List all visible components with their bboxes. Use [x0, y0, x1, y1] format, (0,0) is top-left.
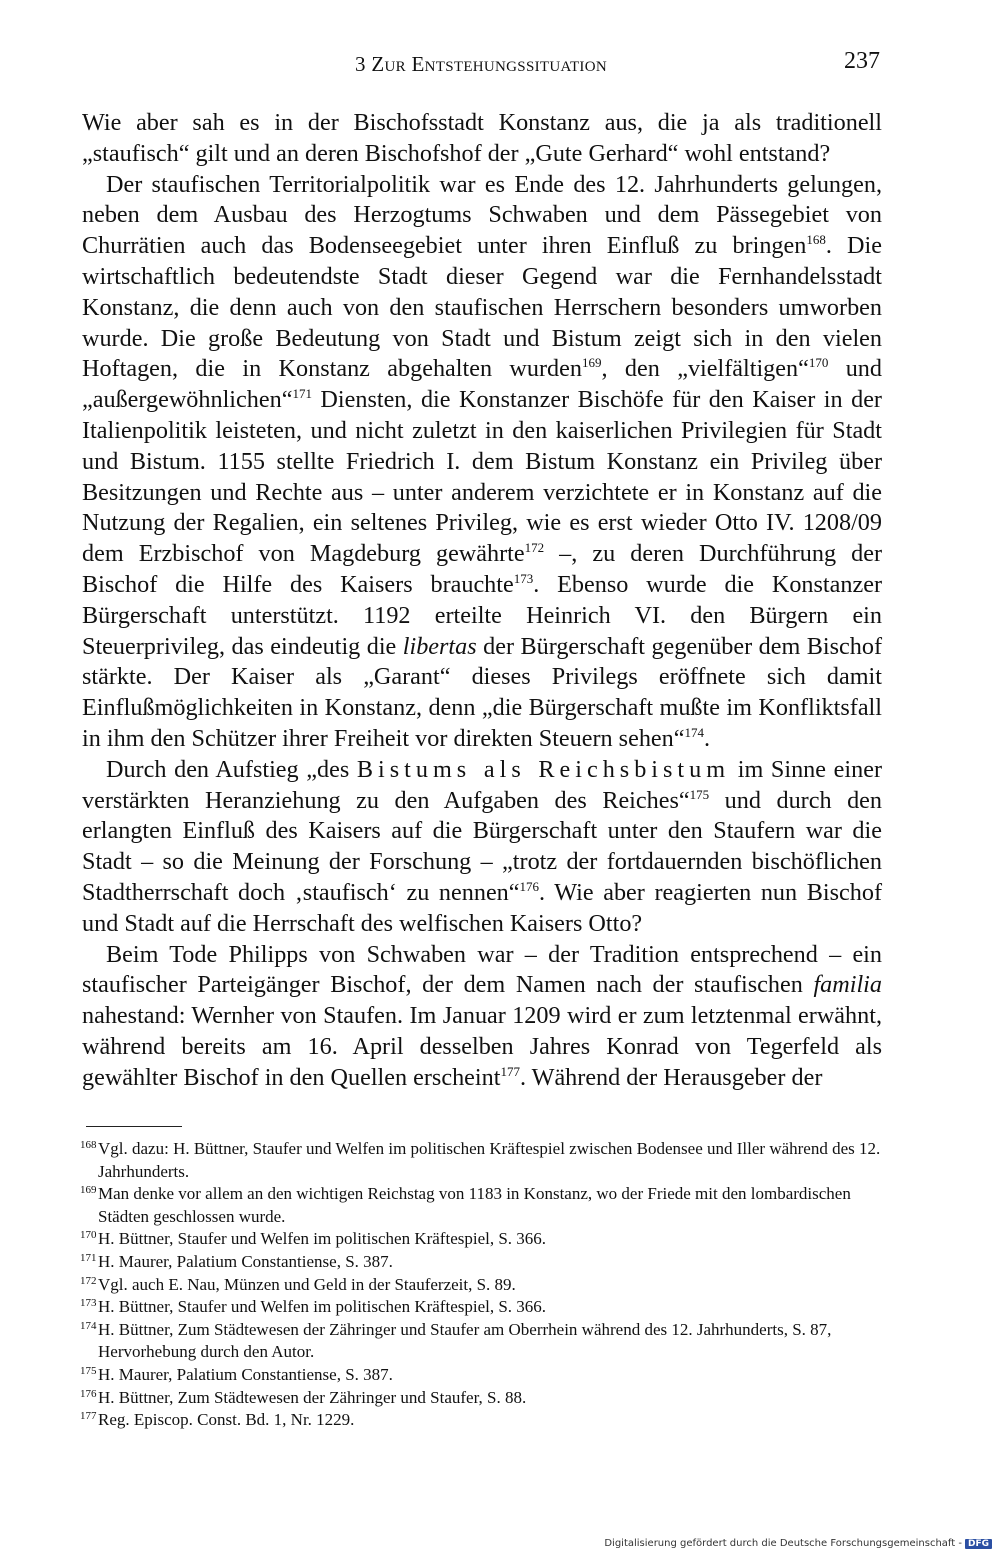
- italic-term: familia: [813, 971, 882, 999]
- footnote: [82, 1183, 882, 1228]
- digitization-credit: [604, 1538, 992, 1549]
- footnote-number: 168: [80, 1139, 97, 1151]
- text-run: nahestand: Wernher von Staufen. Im Januar 1209 wird er zum letztenmal erwähnt, während bereits am 16. April desselben Jahres Konrad von Tegerfeld als gewählter Bischof in den Quellen erscheint: [82, 1002, 882, 1091]
- footnote-text: H. Maurer, Palatium Constantiense, S. 387.: [98, 1364, 393, 1384]
- italic-term: libertas: [402, 632, 477, 660]
- footnote-number: 175: [80, 1364, 97, 1377]
- footnote-separator: [86, 1126, 182, 1127]
- footnote-ref: 173: [513, 570, 534, 586]
- text-run: . Während der Herausgeber der: [519, 1063, 823, 1091]
- text-run: . Ebenso wurde die Konstanzer Bürgerschaft unterstützt. 1192 erteilte Heinrich VI. den Bürgern ein Steuerprivileg, das eindeutig die: [82, 570, 882, 660]
- footnotes: [82, 1138, 882, 1432]
- spaced-emphasis: Bistums als Reichsbistum: [356, 755, 731, 783]
- footnote-number: 177: [80, 1410, 97, 1423]
- footnote-text: Man denke vor allem an den wichtigen Reichstag von 1183 in Konstanz, wo der Friede mit den lombardischen Städten geschlossen wurde.: [98, 1184, 851, 1226]
- main-text: [82, 108, 882, 1094]
- footnote-ref: 169: [581, 355, 602, 371]
- text-run: der Bürgerschaft gegenüber dem Bischof stärkte. Der Kaiser als „Garant“ dieses Privilegs eröffnete sich damit Einflußmöglichkeiten in Konstanz, denn „die Bürgerschaft mußte im Konfliktsfall in ihm den Schützer ihrer Freiheit vor direkten Steuern sehen“: [82, 632, 882, 752]
- dfg-logo: DFG: [965, 1539, 992, 1549]
- text-run: . Wie aber reagierten nun Bischof und Stadt auf die Herrschaft des welfischen Kaisers Otto?: [82, 878, 882, 937]
- footnote: [82, 1274, 882, 1297]
- paragraph: [82, 108, 882, 170]
- credit-text: Digitalisierung gefördert durch die Deutsche Forschungsgemeinschaft -: [604, 1538, 962, 1549]
- footnote-number: 170: [80, 1229, 97, 1242]
- chapter-number: 3: [355, 52, 366, 76]
- text-run: Durch den Aufstieg „des: [106, 755, 357, 783]
- running-head: [82, 52, 880, 77]
- footnote: [82, 1251, 882, 1274]
- text-run: , den „vielfältigen“: [601, 355, 809, 383]
- footnote-number: 171: [80, 1251, 97, 1264]
- text-run: Beim Tode Philipps von Schwaben war – der Tradition entsprechend – ein staufischer Parteigänger Bischof, der dem Namen nach der staufischen: [82, 940, 882, 999]
- text-run: Diensten, die Konstanzer Bischöfe für den Kaiser in der Italienpolitik leisteten, und nicht zuletzt in den kaiserlichen Privilegien für Stadt und Bistum. 1155 stellte Friedrich I. dem Bistum Konstanz ein Privileg über Besitzungen und Rechte aus – unter anderem verzichtete er in Konstanz auf die Nutzung der Regalien, ein seltenes Privileg, wie es erst wieder Otto IV. 1208/09 dem Erzbischof von Magdeburg gewährte: [82, 386, 882, 568]
- footnote-ref: 174: [684, 724, 704, 740]
- footnote-text: H. Büttner, Staufer und Welfen im politischen Kräftespiel, S. 366.: [98, 1297, 547, 1317]
- text-run: .: [703, 724, 711, 752]
- footnote-number: 176: [80, 1387, 97, 1400]
- text-run: . Die wirtschaftlich bedeutendste Stadt dieser Gegend war die Fernhandelsstadt Konstanz, die denn auch von den staufischen Herrschern besonders umworben wurde. Die große Bedeutung von Stadt und Bistum zeigt sich in den vielen Hoftagen, die in Konstanz abgehalten wurden: [82, 232, 882, 383]
- footnote: [82, 1138, 882, 1183]
- paragraph: [82, 755, 882, 940]
- footnote-text: H. Büttner, Staufer und Welfen im politischen Kräftespiel, S. 366.: [98, 1229, 547, 1249]
- chapter-title: Zur Entstehungssituation: [371, 52, 607, 76]
- footnote: [82, 1387, 882, 1410]
- footnote-number: 174: [80, 1319, 97, 1332]
- footnote-ref: 172: [524, 540, 545, 556]
- text-run: im Sinne einer verstärkten Heranziehung zu den Aufgaben des Reiches“: [82, 755, 882, 814]
- footnote: [82, 1228, 882, 1251]
- footnote-text: H. Büttner, Zum Städtewesen der Zähringer und Staufer, S. 88.: [98, 1387, 527, 1407]
- footnote-text: Vgl. auch E. Nau, Münzen und Geld in der Stauferzeit, S. 89.: [98, 1274, 516, 1294]
- footnote-text: Reg. Episcop. Const. Bd. 1, Nr. 1229.: [98, 1410, 355, 1430]
- footnote: [82, 1296, 882, 1319]
- paragraph: [82, 170, 882, 755]
- text-run: –, zu deren Durchführung der Bischof die Hilfe des Kaisers brauchte: [82, 540, 882, 598]
- page-number: 237: [844, 48, 880, 74]
- footnote-text: H. Maurer, Palatium Constantiense, S. 387.: [98, 1251, 393, 1271]
- footnote-text: Vgl. dazu: H. Büttner, Staufer und Welfen im politischen Kräftespiel zwischen Bodensee und Iller während des 12. Jahrhunderts.: [98, 1139, 881, 1181]
- footnote-number: 173: [80, 1297, 97, 1310]
- footnote-ref: 168: [806, 232, 826, 248]
- footnote-number: 172: [80, 1274, 97, 1287]
- text-run: Der staufischen Territorialpolitik war es Ende des 12. Jahrhunderts gelungen, neben dem Ausbau des Herzogtums Schwaben und dem Pässegebiet von Churrätien auch das Bodenseegebiet unter ihren Einfluß zu bringen: [82, 170, 882, 260]
- footnote-ref: 175: [689, 786, 710, 802]
- footnote: [82, 1409, 882, 1432]
- text-run: und „außergewöhnlichen“: [82, 355, 882, 414]
- footnote-ref: 176: [519, 878, 540, 894]
- page-header: [82, 48, 880, 84]
- text-run: Wie aber sah es in der Bischofsstadt Konstanz aus, die ja als traditionell „staufisch“ gilt und an deren Bischofshof der „Gute Gerhard“ wohl entstand?: [82, 109, 882, 167]
- footnote-number: 169: [80, 1184, 97, 1197]
- footnote: [82, 1364, 882, 1387]
- footnote: [82, 1319, 882, 1364]
- footnote-text: H. Büttner, Zum Städtewesen der Zähringer und Staufer am Oberrhein während des 12. Jahrhunderts, S. 87, Hervorhebung durch den Autor.: [98, 1319, 832, 1362]
- footnote-ref: 170: [808, 355, 829, 371]
- paragraph: [82, 940, 882, 1094]
- footnote-ref: 177: [500, 1063, 520, 1079]
- footnote-ref: 171: [292, 386, 312, 402]
- text-run: und durch den erlangten Einfluß des Kaisers auf die Bürgerschaft unter den Staufern war die Stadt – so die Meinung der Forschung – „trotz der fortdauernden bischöflichen Stadtherrschaft doch ‚staufisch‘ zu nennen“: [82, 786, 882, 906]
